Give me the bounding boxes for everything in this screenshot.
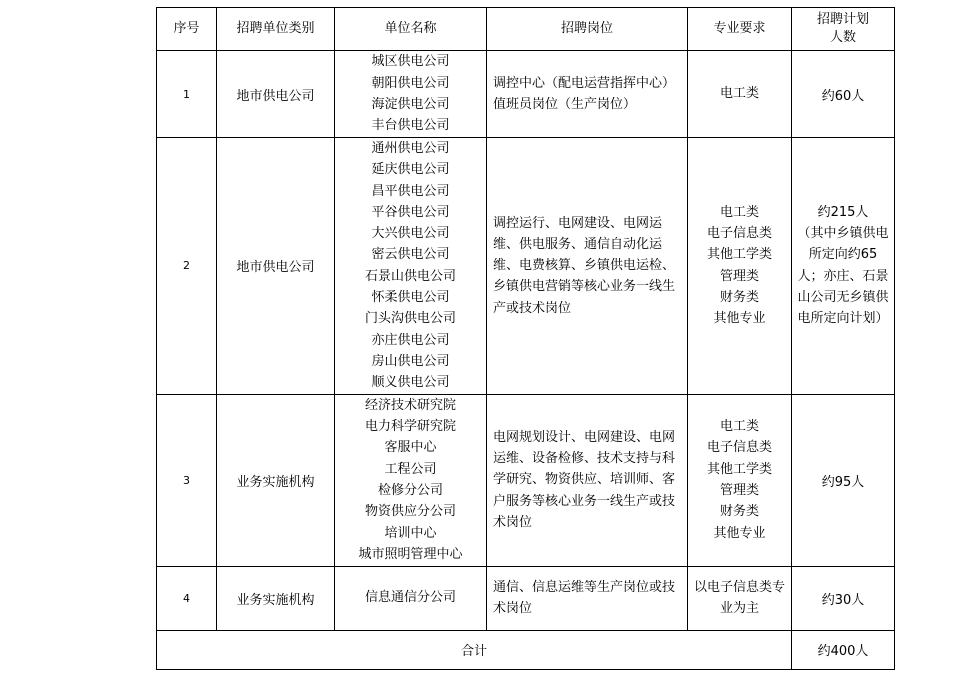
major-item: 其他专业 <box>713 311 766 327</box>
major-item: 财务类 <box>719 290 759 306</box>
unit-name: 朝阳供电公司 <box>371 75 450 91</box>
header-unit-name: 单位名称 <box>335 8 487 51</box>
unit-name: 海淀供电公司 <box>371 97 450 112</box>
major-item: 电工类 <box>719 419 759 435</box>
row-no: 4 <box>157 566 217 630</box>
row-majors <box>688 51 792 138</box>
row-positions: 通信、信息运维等生产岗位或技术岗位 <box>487 566 688 630</box>
unit-name: 通州供电公司 <box>371 141 450 156</box>
cut-off-text-line <box>0 676 974 681</box>
row-majors <box>688 138 792 395</box>
major-item: 管理类 <box>719 483 759 499</box>
unit-name: 信息通信分公司 <box>364 590 456 606</box>
major-item: 管理类 <box>719 268 759 284</box>
unit-name: 密云供电公司 <box>371 247 450 263</box>
row-category: 业务实施机构 <box>217 394 335 566</box>
row-positions: 调控运行、电网建设、电网运维、供电服务、通信自动化运维、电费核算、乡镇供电运检、乡镇供电营销等核心业务一线生产或技术岗位 <box>487 138 688 395</box>
total-label: 合计 <box>157 630 792 669</box>
major-item: 电子信息类 <box>706 226 772 242</box>
unit-name: 丰台供电公司 <box>371 118 450 134</box>
row-plan: 约95人 <box>792 394 895 566</box>
unit-name: 大兴供电公司 <box>371 226 450 242</box>
unit-name: 城市照明管理中心 <box>358 546 463 562</box>
row-plan: 约30人 <box>792 566 895 630</box>
row-category: 业务实施机构 <box>217 566 335 630</box>
total-value: 约400人 <box>792 630 895 669</box>
unit-name: 城区供电公司 <box>371 54 450 70</box>
table-row <box>157 51 895 138</box>
row-no: 2 <box>157 138 217 395</box>
major-item: 其他工学类 <box>706 247 772 263</box>
unit-name: 亦庄供电公司 <box>371 332 450 348</box>
table-row <box>157 394 895 566</box>
unit-name: 工程公司 <box>384 461 437 477</box>
unit-name: 延庆供电公司 <box>371 162 450 178</box>
row-units <box>335 394 487 566</box>
row-units <box>335 51 487 138</box>
unit-name: 顺义供电公司 <box>371 375 450 391</box>
table-row <box>157 138 895 395</box>
row-majors <box>688 566 792 630</box>
row-units <box>335 566 487 630</box>
row-positions: 电网规划设计、电网建设、电网运维、设备检修、技术支持与科学研究、物资供应、培训师、客户服务等核心业务一线生产或技术岗位 <box>487 394 688 566</box>
header-majors: 专业要求 <box>688 8 792 51</box>
major-item: 以电子信息类专业为主 <box>693 579 785 617</box>
unit-name: 客服中心 <box>384 440 437 456</box>
unit-name: 怀柔供电公司 <box>371 290 450 306</box>
table-row <box>157 566 895 630</box>
major-item: 其他专业 <box>713 525 766 541</box>
row-no: 3 <box>157 394 217 566</box>
row-positions: 调控中心（配电运营指挥中心）值班员岗位（生产岗位） <box>487 51 688 138</box>
row-no: 1 <box>157 51 217 138</box>
unit-name: 石景山供电公司 <box>364 268 456 284</box>
major-item: 电子信息类 <box>706 440 772 456</box>
header-plan: 招聘计划 人数 <box>792 8 895 51</box>
row-units <box>335 138 487 395</box>
unit-name: 门头沟供电公司 <box>364 311 456 327</box>
major-item: 财务类 <box>719 504 759 520</box>
unit-name: 房山供电公司 <box>371 353 450 369</box>
header-no: 序号 <box>157 8 217 51</box>
header-category: 招聘单位类别 <box>217 8 335 51</box>
row-category: 地市供电公司 <box>217 138 335 395</box>
unit-name: 培训中心 <box>384 525 437 541</box>
unit-name: 物资供应分公司 <box>364 504 456 520</box>
major-item: 其他工学类 <box>706 461 772 477</box>
unit-name: 检修分公司 <box>377 483 443 499</box>
table-total-row <box>157 630 895 669</box>
recruitment-table <box>156 7 895 670</box>
unit-name: 平谷供电公司 <box>371 204 450 220</box>
row-plan: 约60人 <box>792 51 895 138</box>
row-category: 地市供电公司 <box>217 51 335 138</box>
row-majors <box>688 394 792 566</box>
unit-name: 电力科学研究院 <box>364 419 456 435</box>
unit-name: 经济技术研究院 <box>364 397 456 413</box>
major-item: 电工类 <box>719 204 759 220</box>
unit-name: 昌平供电公司 <box>371 183 450 199</box>
major-item: 电工类 <box>719 86 759 102</box>
row-plan: 约215人 （其中乡镇供电所定向约65人；亦庄、石景山公司无乡镇供电所定向计划） <box>792 138 895 395</box>
header-positions: 招聘岗位 <box>487 8 688 51</box>
table-header-row <box>157 8 895 51</box>
